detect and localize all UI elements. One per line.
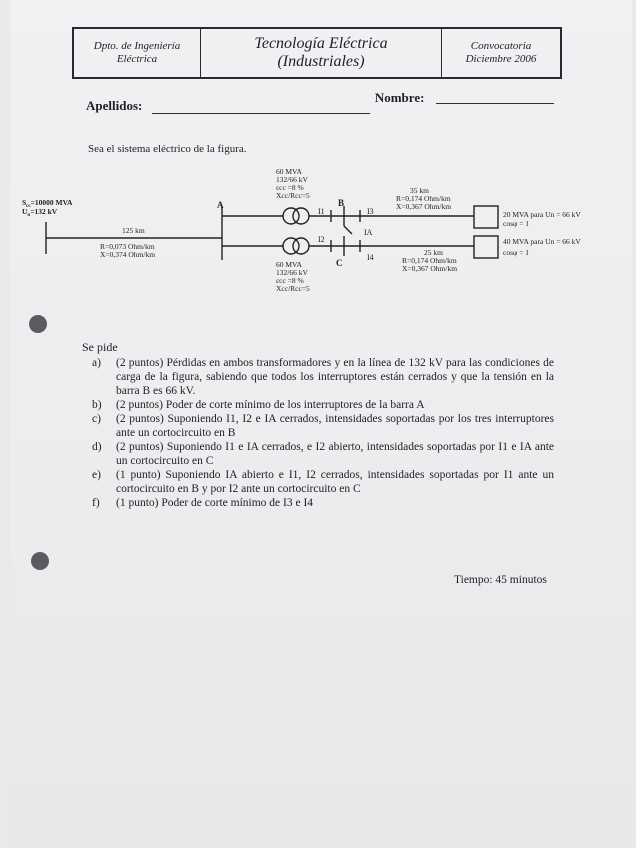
line-132-reactance: X=0,374 Ohm/km [100,250,156,259]
question-item [92,496,554,510]
load-b [474,206,498,228]
switch-ia-label: IA [364,228,373,237]
surname-label: Apellidos: [86,98,143,113]
line-c-length: 25 km [424,248,443,257]
surname-field[interactable] [152,113,370,114]
question-item [92,356,554,398]
transformer-1-secondary [293,208,309,224]
transformer-2-primary [283,238,299,254]
problem-statement: Sea el sistema eléctrico de la figura. [88,143,247,155]
switch-i2-label: I2 [318,235,325,244]
line-132-length: 125 km [122,226,145,235]
transformer-2-secondary [293,238,309,254]
line-b-resistance: R=0,174 Ohm/km [396,194,451,203]
question-text: (2 puntos) Pérdidas en ambos transformadores y en la línea de 132 kV para las condiciones de carga de la figura, sabiendo que todos los interruptores están cerrados y que la tensión en la barra B es 66 kV. [116,357,554,397]
single-line-diagram [0,160,636,310]
load-b-power: 20 MVA para Un = 66 kV [503,210,581,219]
t1-power: 60 MVA [276,167,302,176]
question-text: (1 punto) Suponiendo IA abierto e I1, I2 cerrados, intensidades soportadas por I1 ante un cortocircuito en B y por I2 ante un cortocircuito en C [116,469,554,495]
switch-ia [344,226,352,234]
question-item [92,412,554,440]
t2-xr: Xcc/Rcc=5 [276,284,310,293]
line-b-reactance: X=0,367 Ohm/km [396,202,452,211]
subject-subtitle: (Industriales) [277,53,365,70]
line-b-length: 35 km [410,186,429,195]
transformer-1-primary [283,208,299,224]
exam-header [72,27,562,79]
switch-i3-label: I3 [367,207,374,216]
exam-call-cell [442,29,560,77]
question-label: a) [92,357,101,369]
exam-duration: Tiempo: 45 minutos [454,574,547,586]
switch-i1-label: I1 [318,207,325,216]
bus-a-label: A [217,200,224,210]
t1-ecc: εcc =8 % [276,183,304,192]
bus-c-label: C [336,258,343,268]
question-text: (2 puntos) Suponiendo I1 e IA cerrados, e I2 abierto, intensidades soportadas por I1 e IA ante un cortocircuito en C [116,441,554,467]
exam-call-date: Diciembre 2006 [465,53,537,65]
question-label: b) [92,399,102,411]
question-label: d) [92,441,102,453]
question-label: e) [92,469,101,481]
source-power-label: $S_{cc}=10000$ MVA [22,198,73,209]
line-c-resistance: R=0,174 Ohm/km [402,256,457,265]
binder-hole-top [29,315,47,333]
switch-i4-label: I4 [367,253,374,262]
question-item [92,440,554,468]
question-item [92,468,554,496]
question-text: (2 puntos) Suponiendo I1, I2 e IA cerrados, intensidades soportadas por los tres interruptores ante un cortocircuito en B [116,413,554,439]
load-c [474,236,498,258]
question-text: (1 punto) Poder de corte mínimo de I3 e I4 [116,497,314,509]
line-132-resistance: R=0,073 Ohm/km [100,242,155,251]
load-b-pf: cosφ = 1 [503,219,530,228]
question-list [92,356,554,510]
department-line-2: Eléctrica [116,53,158,65]
line-c-reactance: X=0,367 Ohm/km [402,264,458,273]
section-heading: Se pide [82,340,118,354]
student-name-row [86,90,554,114]
name-label: Nombre: [374,90,425,105]
t2-ecc: εcc =8 % [276,276,304,285]
question-label: f) [92,497,100,509]
name-field[interactable] [436,103,554,104]
t1-ratio: 132/66 kV [276,175,308,184]
t1-xr: Xcc/Rcc=5 [276,191,310,200]
exam-call-label: Convocatoria [470,40,532,52]
binder-hole-bottom [31,552,49,570]
load-c-pf: cosφ = 1 [503,248,530,257]
t2-ratio: 132/66 kV [276,268,308,277]
t2-power: 60 MVA [276,260,302,269]
department-cell [74,29,201,77]
question-item [92,398,554,412]
subject-title: Tecnología Eléctrica [254,35,388,52]
bus-b-label: B [338,198,345,208]
question-text: (2 puntos) Poder de corte mínimo de los interruptores de la barra A [116,399,425,411]
department-line-1: Dpto. de Ingeniería [93,40,181,52]
question-label: c) [92,413,101,425]
subject-cell [201,29,442,77]
source-voltage-label: $U_n=132$ kV [22,207,58,218]
load-c-power: 40 MVA para Un = 66 kV [503,237,581,246]
